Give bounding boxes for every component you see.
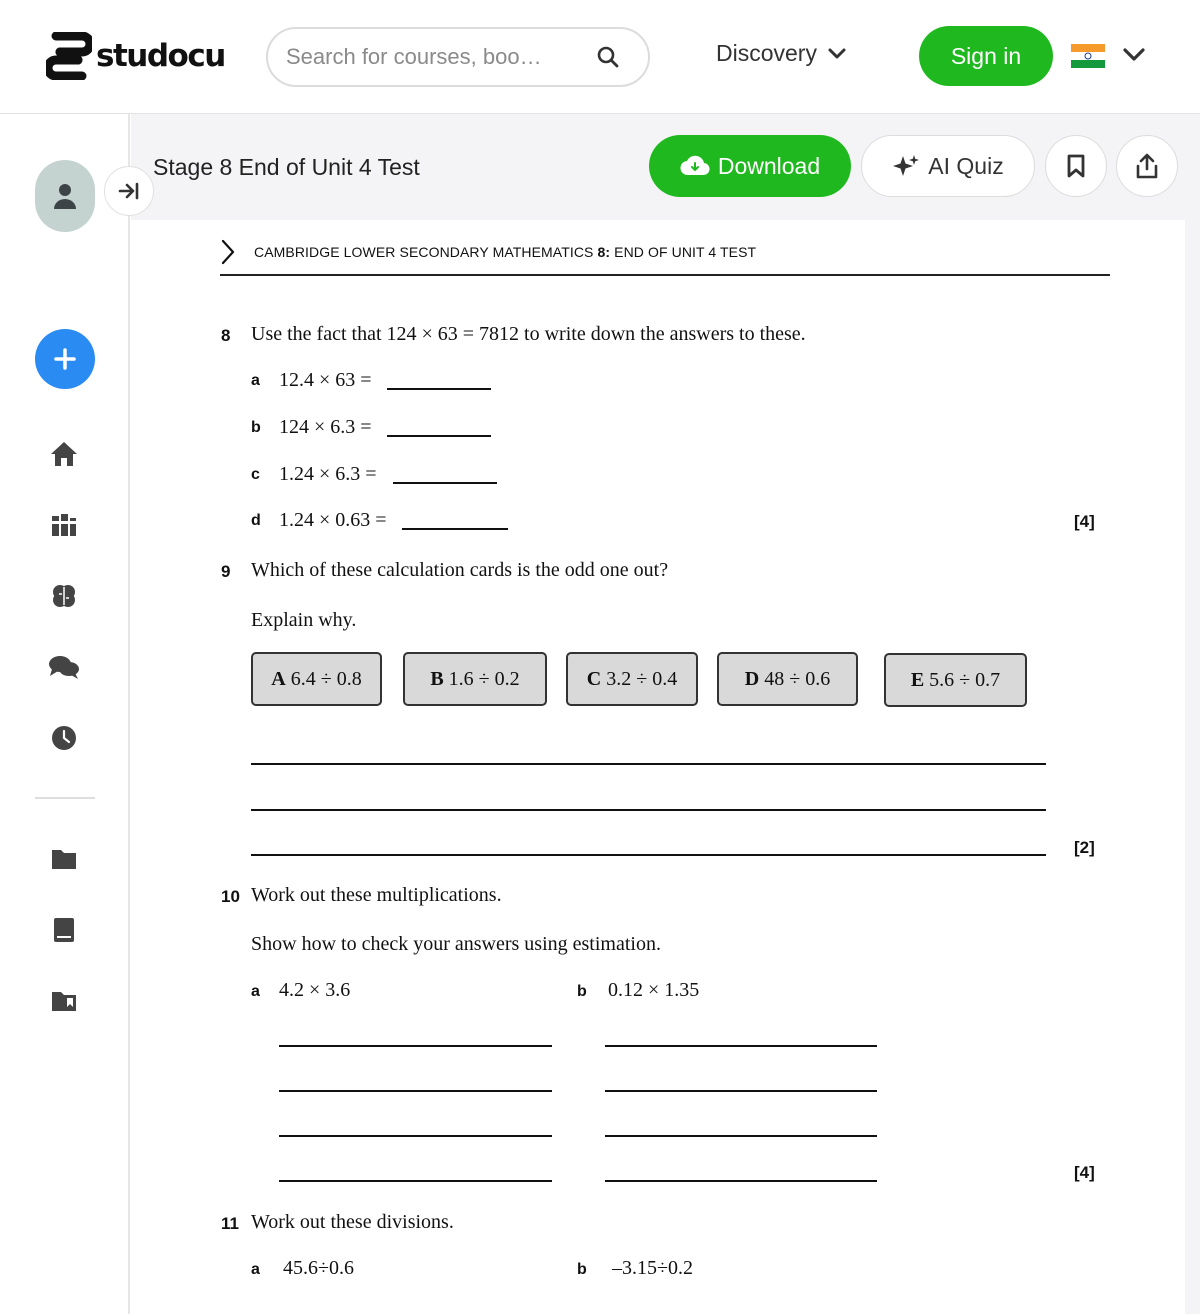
chevron-down-icon[interactable] (1122, 44, 1146, 66)
question-number: 8 (221, 326, 231, 345)
calculation-card-d: D 48 ÷ 0.6 (717, 652, 858, 706)
document-page (147, 220, 1185, 1314)
left-sidebar (0, 114, 130, 1314)
working-line (279, 1180, 552, 1182)
answer-line (251, 854, 1046, 856)
answer-blank (402, 528, 508, 530)
part-label: b (577, 1261, 587, 1278)
shared-folder-icon[interactable] (48, 985, 80, 1017)
calculation-card-e: E 5.6 ÷ 0.7 (884, 653, 1027, 707)
share-icon (1135, 152, 1159, 180)
discovery-label: Discovery (716, 40, 817, 66)
answer-line (251, 763, 1046, 765)
part-label: a (251, 1261, 260, 1278)
question-text: Which of these calculation cards is the odd one out? (251, 559, 669, 581)
part-expression: 4.2 × 3.6 (279, 979, 351, 1001)
book-icon[interactable] (48, 914, 80, 946)
part-expression: –3.15÷0.2 (612, 1257, 693, 1279)
search-bar[interactable] (266, 27, 650, 87)
document-title: Stage 8 End of Unit 4 Test (153, 154, 420, 180)
question-text: Use the fact that 124 × 63 = 7812 to write down the answers to these. (251, 323, 806, 345)
clock-icon[interactable] (48, 722, 80, 754)
avatar[interactable] (35, 160, 95, 232)
question-number: 9 (221, 562, 231, 581)
working-line (605, 1180, 877, 1182)
add-button[interactable] (35, 329, 95, 389)
answer-blank (393, 482, 497, 484)
part-label: b (251, 419, 261, 436)
part-expression: 12.4 × 63 = (279, 369, 372, 391)
working-line (279, 1135, 552, 1137)
part-expression: 1.24 × 0.63 = (279, 509, 387, 531)
chevron-right-icon (220, 239, 236, 265)
share-button[interactable] (1116, 135, 1178, 197)
collapse-sidebar-button[interactable] (104, 166, 154, 216)
calculation-card-a: A 6.4 ÷ 0.8 (251, 652, 382, 706)
part-label: b (577, 983, 587, 1000)
user-icon (52, 182, 78, 210)
question-text: Work out these divisions. (251, 1211, 454, 1233)
answer-blank (387, 435, 491, 437)
plus-icon (53, 347, 77, 371)
question-number: 11 (221, 1214, 239, 1233)
document-header (131, 114, 1200, 220)
chevron-down-icon (827, 47, 847, 61)
part-label: c (251, 466, 260, 483)
part-label: d (251, 512, 261, 529)
cloud-download-icon (680, 155, 710, 177)
download-button[interactable] (649, 135, 851, 197)
part-expression: 124 × 6.3 = (279, 416, 372, 438)
working-line (605, 1135, 877, 1137)
studocu-logo-icon (46, 32, 92, 80)
search-icon[interactable] (596, 45, 620, 69)
folder-icon[interactable] (48, 843, 80, 875)
calculation-card-b: B 1.6 ÷ 0.2 (403, 652, 547, 706)
answer-blank (387, 388, 491, 390)
bookmark-button[interactable] (1045, 135, 1107, 197)
logo-wordmark: studocu (96, 38, 225, 74)
brain-icon[interactable] (48, 580, 80, 612)
ai-quiz-button[interactable] (861, 135, 1035, 197)
calculation-card-c: C 3.2 ÷ 0.4 (566, 652, 698, 706)
marks-label: [2] (1074, 838, 1095, 857)
working-line (279, 1045, 552, 1047)
question-subtext: Show how to check your answers using estimation. (251, 933, 661, 955)
studocu-logo[interactable] (46, 32, 225, 80)
question-text: Work out these multiplications. (251, 884, 502, 906)
working-line (605, 1090, 877, 1092)
chat-icon[interactable] (48, 651, 80, 683)
marks-label: [4] (1074, 512, 1095, 531)
answer-line (251, 809, 1046, 811)
sidebar-divider (35, 797, 95, 799)
ai-quiz-label: AI Quiz (928, 152, 1004, 179)
running-head: CAMBRIDGE LOWER SECONDARY MATHEMATICS 8: END OF UNIT 4 TEST (254, 244, 757, 260)
search-input[interactable] (286, 44, 576, 70)
bookmark-icon (1066, 154, 1086, 178)
part-expression: 0.12 × 1.35 (608, 979, 700, 1001)
question-subtext: Explain why. (251, 609, 357, 631)
working-line (605, 1045, 877, 1047)
header-rule (220, 274, 1110, 276)
home-icon[interactable] (48, 438, 80, 470)
scrollbar-track[interactable] (1185, 220, 1200, 1314)
india-flag-icon[interactable] (1071, 44, 1105, 68)
sparkle-icon (892, 153, 920, 179)
part-expression: 1.24 × 6.3 = (279, 463, 377, 485)
question-number: 10 (221, 887, 240, 906)
part-label: a (251, 372, 260, 389)
discovery-menu[interactable] (716, 40, 847, 67)
books-icon[interactable] (48, 509, 80, 541)
top-navigation-bar (0, 0, 1200, 114)
download-label: Download (717, 152, 821, 179)
collapse-sidebar-icon (118, 181, 140, 201)
part-label: a (251, 983, 260, 1000)
working-line (279, 1090, 552, 1092)
part-expression: 45.6÷0.6 (283, 1257, 354, 1279)
sign-in-button[interactable]: Sign in (919, 26, 1053, 86)
marks-label: [4] (1074, 1163, 1095, 1182)
